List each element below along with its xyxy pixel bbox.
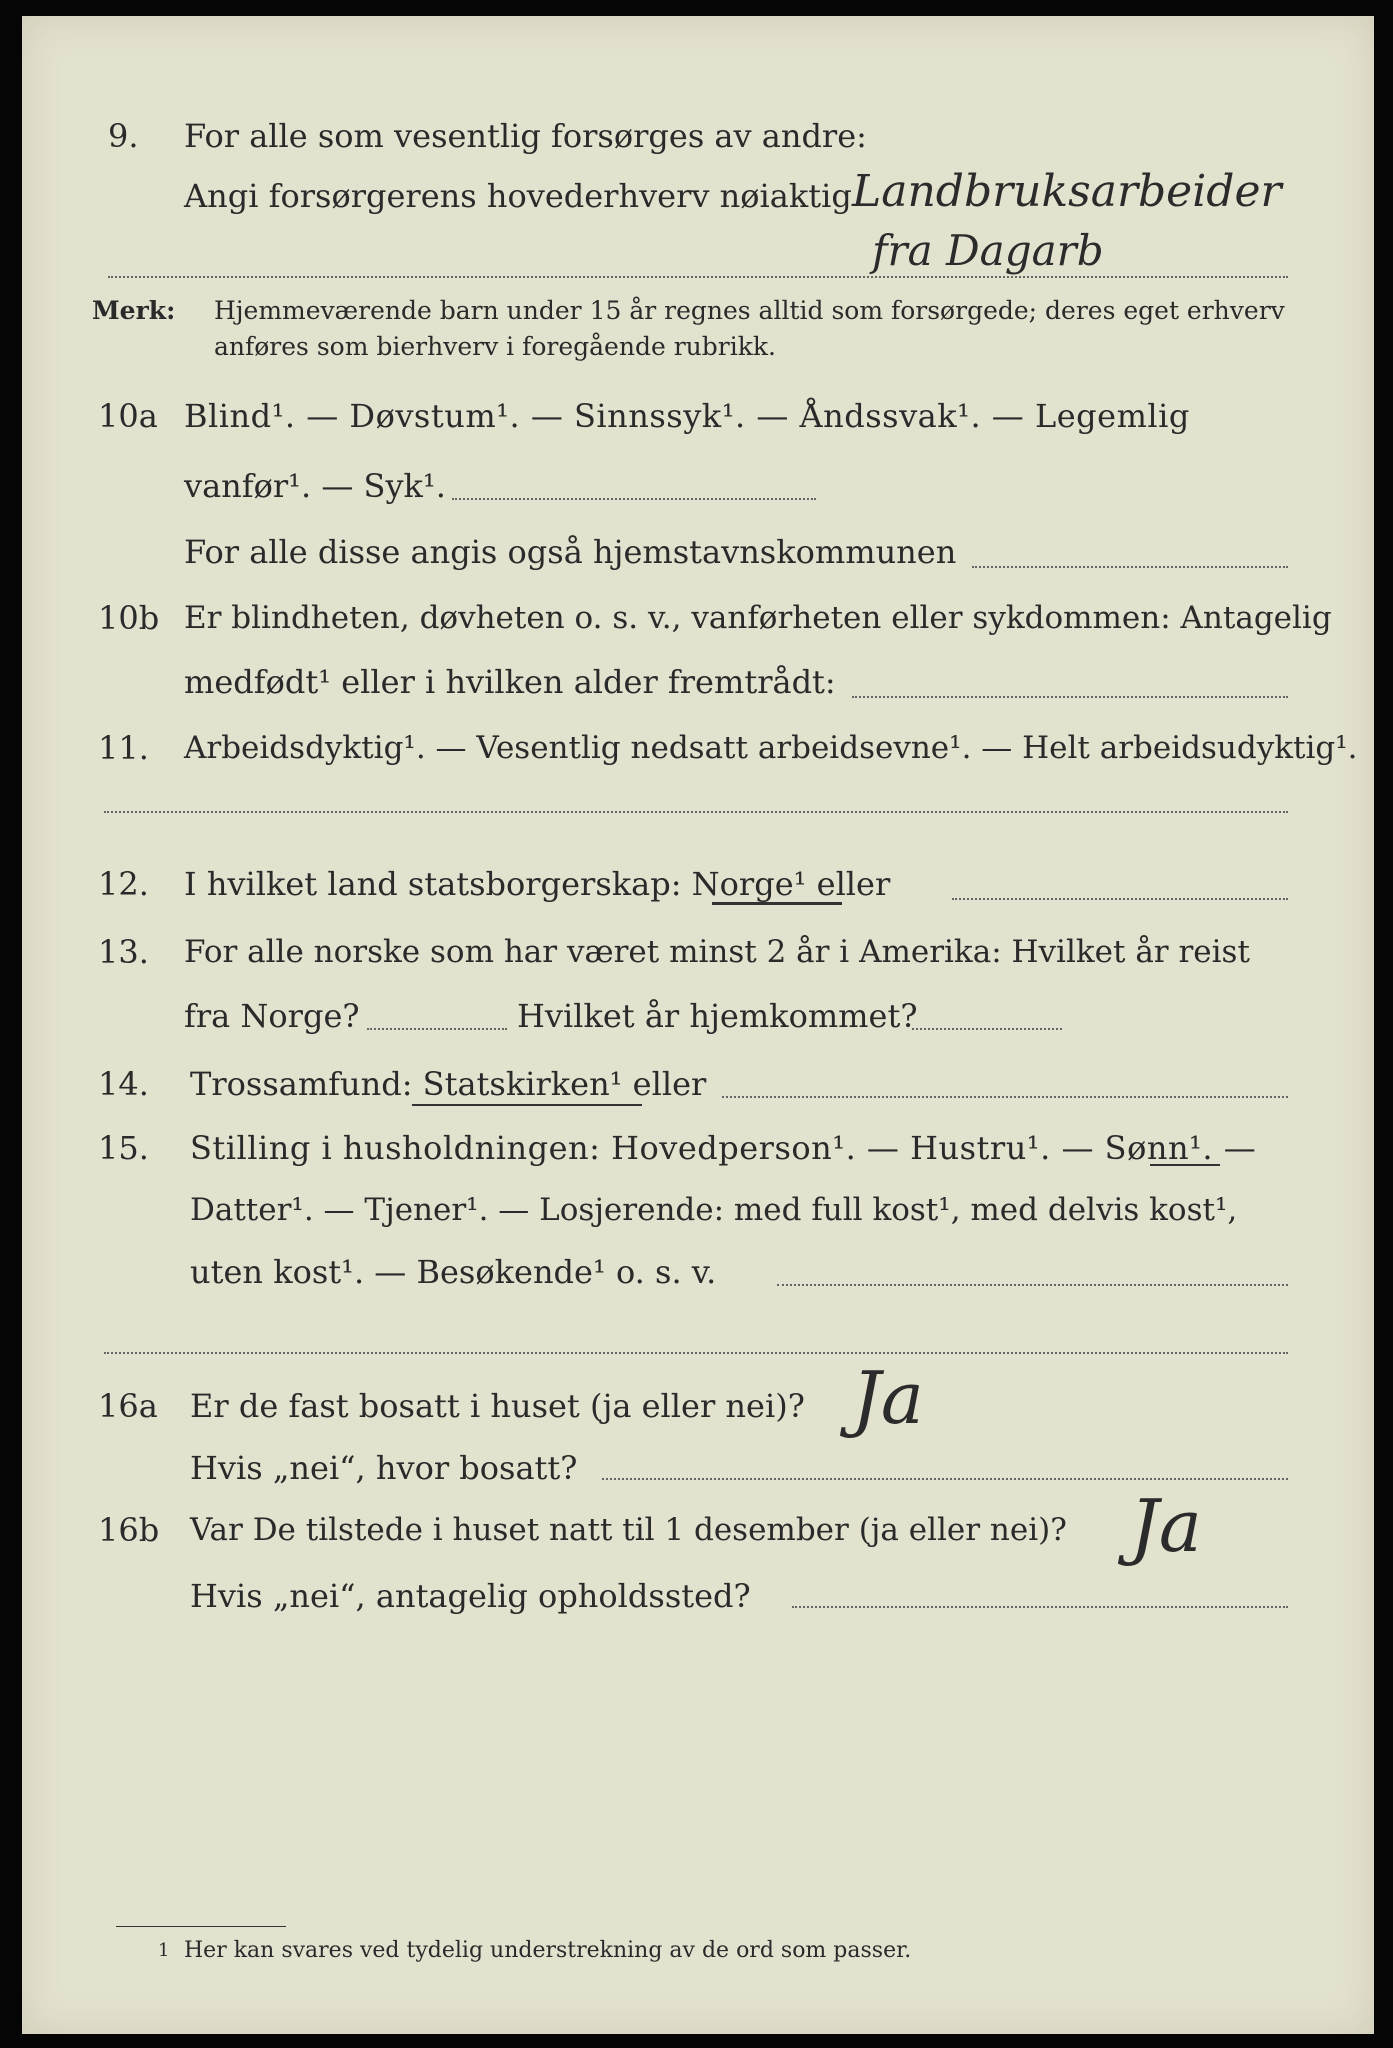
q9-number: 9. [108, 117, 139, 155]
merk-label: Merk: [92, 296, 176, 325]
q11-divider [104, 811, 1288, 813]
q10a-line3: For alle disse angis også hjemstavnskommunen [184, 533, 957, 571]
q10b-line2: medfødt¹ eller i hvilken alder fremtrådt: [184, 663, 836, 701]
q13-line1: For alle norske som har været minst 2 år i Amerika: Hvilket år reist [184, 934, 1250, 970]
q16b-fill [792, 1606, 1288, 1608]
q10a-hjemstavn-fill [972, 566, 1288, 568]
q11-line1: Arbeidsdyktig¹. — Vesentlig nedsatt arbeidsevne¹. — Helt arbeidsudyktig¹. [184, 730, 1358, 766]
q11-number: 11. [98, 729, 149, 767]
q16a-line1: Er de fast bosatt i huset (ja eller nei)? [190, 1387, 805, 1425]
q12-line1: I hvilket land statsborgerskap: Norge¹ eller [184, 865, 891, 903]
q13-number: 13. [98, 933, 149, 971]
q9-handwritten-answer2: fra Dagarb [872, 226, 1104, 275]
q15-sonn-underline [1150, 1164, 1220, 1166]
q13-hjemkommet-fill [912, 1028, 1062, 1030]
q16b-number: 16b [98, 1511, 160, 1549]
q16b-line1: Var De tilstede i huset natt til 1 desember (ja eller nei)? [190, 1512, 1067, 1548]
q13-reist-fill [367, 1028, 507, 1030]
q10a-number: 10a [98, 397, 158, 435]
q12-number: 12. [98, 865, 149, 903]
footnote-text: Her kan svares ved tydelig understrekning av de ord som passer. [184, 1938, 912, 1963]
q15-line2: Datter¹. — Tjener¹. — Losjerende: med full kost¹, med delvis kost¹, [190, 1192, 1238, 1228]
q16a-handwritten-answer: Ja [852, 1356, 924, 1440]
q10a-syk-fill [452, 498, 816, 500]
q9-line2: Angi forsørgerens hovederhverv nøiaktig [184, 177, 852, 215]
q10b-number: 10b [98, 599, 160, 637]
q14-number: 14. [98, 1065, 149, 1103]
q13-line2b: Hvilket år hjemkommet? [517, 997, 918, 1035]
q12-fill [952, 898, 1288, 900]
census-form-page [22, 16, 1374, 2034]
q16a-line2: Hvis „nei“, hvor bosatt? [190, 1449, 578, 1487]
q14-fill [722, 1096, 1288, 1098]
q14-line1: Trossamfund: Statskirken¹ eller [190, 1065, 707, 1103]
footnote-mark: 1 [158, 1940, 170, 1961]
q15-number: 15. [98, 1129, 149, 1167]
q15-line1: Stilling i husholdningen: Hovedperson¹. — Hustru¹. — Sønn¹. — [190, 1129, 1257, 1167]
q9-divider [108, 276, 1288, 278]
q9-handwritten-answer1: Landbruksarbeider [852, 166, 1282, 217]
merk-line2: anføres som bierhverv i foregående rubrikk. [214, 332, 776, 361]
q10b-fill [852, 696, 1288, 698]
q16b-line2: Hvis „nei“, antagelig opholdssted? [190, 1577, 751, 1615]
merk-line1: Hjemmeværende barn under 15 år regnes alltid som forsørgede; deres eget erhverv [214, 296, 1285, 325]
q15-divider [104, 1352, 1288, 1354]
q12-norge-underline [712, 902, 842, 905]
q10a-line2: vanfør¹. — Syk¹. [184, 467, 446, 505]
q14-statskirken-underline [412, 1104, 642, 1106]
q16a-number: 16a [98, 1387, 158, 1425]
q10b-line1: Er blindheten, døvheten o. s. v., vanførheten eller sykdommen: Antagelig [184, 600, 1332, 636]
q9-line1: For alle som vesentlig forsørges av andre: [184, 117, 867, 155]
q16a-fill [602, 1478, 1288, 1480]
q10a-line1: Blind¹. — Døvstum¹. — Sinnssyk¹. — Åndssvak¹. — Legemlig [184, 397, 1190, 435]
footnote-rule [116, 1926, 286, 1927]
q13-line2a: fra Norge? [184, 997, 360, 1035]
q15-fill [777, 1284, 1288, 1286]
q15-line3: uten kost¹. — Besøkende¹ o. s. v. [190, 1253, 717, 1291]
q16b-handwritten-answer: Ja [1130, 1484, 1202, 1568]
